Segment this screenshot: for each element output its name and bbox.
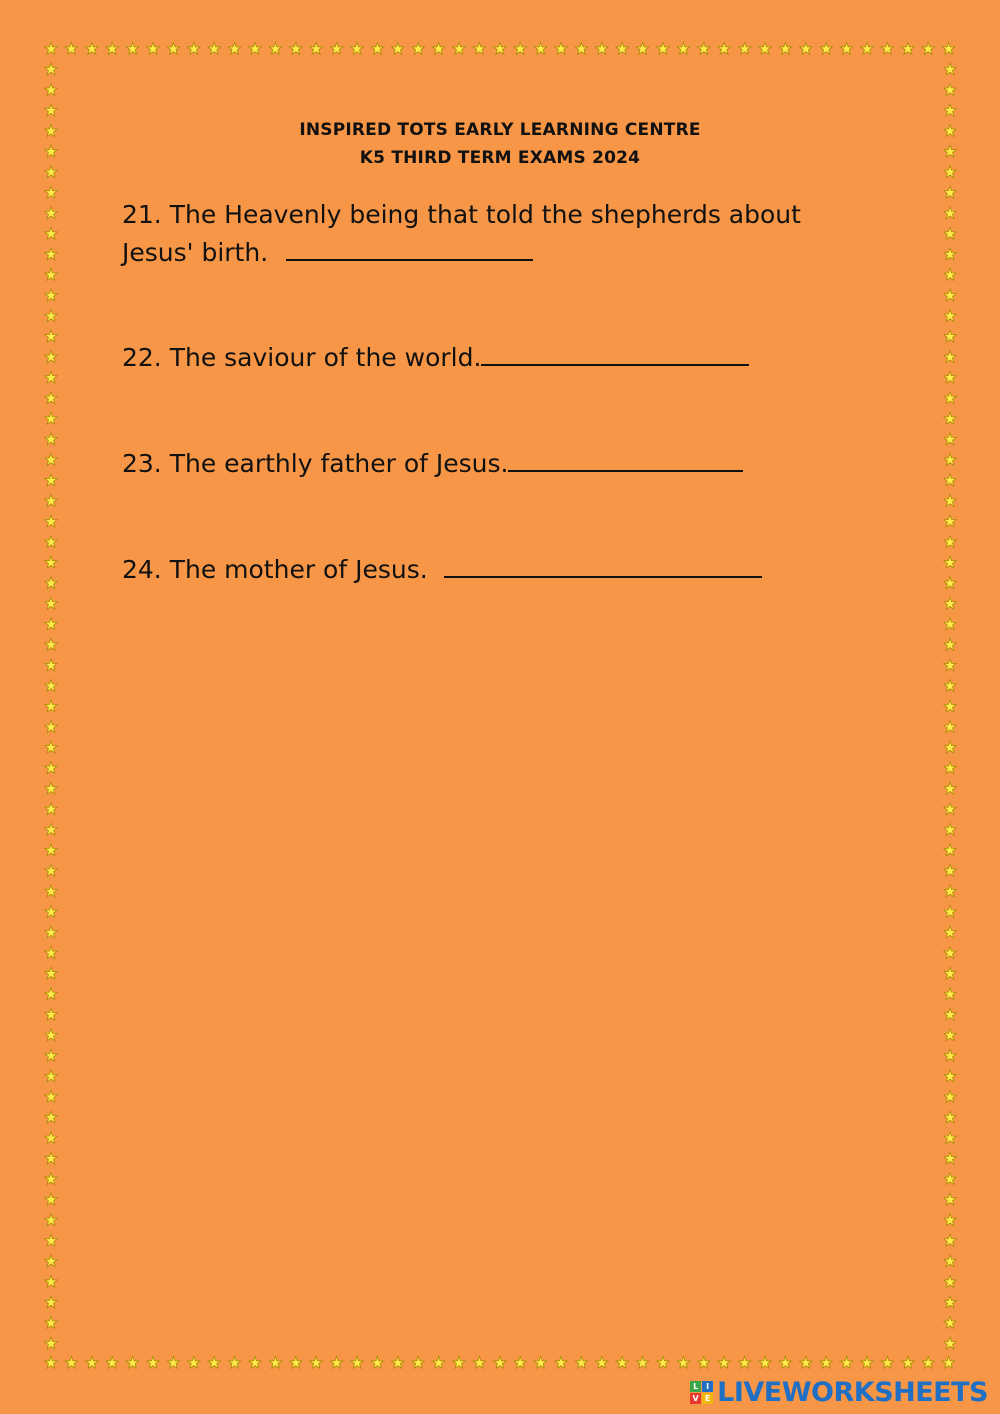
star-icon [45, 1357, 57, 1369]
star-icon [45, 1008, 57, 1020]
liveworksheets-logo[interactable] [690, 1376, 988, 1408]
star-icon [759, 1357, 771, 1369]
star-icon [944, 330, 956, 342]
star-icon [45, 454, 57, 466]
star-icon [45, 1173, 57, 1185]
star-icon [944, 1214, 956, 1226]
star-icon [45, 84, 57, 96]
star-icon [575, 43, 587, 55]
star-icon [228, 1357, 240, 1369]
star-icon [126, 43, 138, 55]
star-icon [944, 495, 956, 507]
star-icon [944, 823, 956, 835]
star-icon [453, 43, 465, 55]
star-icon [45, 1317, 57, 1329]
star-icon [861, 1357, 873, 1369]
star-icon [45, 947, 57, 959]
star-icon [351, 43, 363, 55]
star-icon [45, 906, 57, 918]
star-icon [45, 803, 57, 815]
star-icon [861, 43, 873, 55]
star-icon [45, 269, 57, 281]
star-icon [45, 556, 57, 568]
star-icon [147, 1357, 159, 1369]
star-icon [698, 43, 710, 55]
star-icon [555, 43, 567, 55]
star-icon [45, 1337, 57, 1349]
star-icon [106, 1357, 118, 1369]
star-icon [310, 43, 322, 55]
star-icon [944, 186, 956, 198]
star-icon [944, 392, 956, 404]
star-icon [147, 43, 159, 55]
star-icon [944, 1008, 956, 1020]
star-icon [596, 43, 608, 55]
star-icon [65, 1357, 77, 1369]
star-icon [45, 63, 57, 75]
star-icon [392, 43, 404, 55]
star-icon [944, 310, 956, 322]
star-icon [473, 43, 485, 55]
star-icon [942, 43, 954, 55]
star-icon [208, 1357, 220, 1369]
star-icon [944, 721, 956, 733]
star-icon [944, 885, 956, 897]
star-icon [944, 906, 956, 918]
star-icon [45, 310, 57, 322]
star-icon [45, 1296, 57, 1308]
star-icon [944, 1049, 956, 1061]
star-icon [657, 43, 669, 55]
star-icon [616, 1357, 628, 1369]
star-icon [45, 227, 57, 239]
answer-blank-23[interactable] [508, 446, 743, 472]
star-icon [636, 1357, 648, 1369]
liveworksheets-logo-text: LIVEWORKSHEETS [717, 1376, 988, 1408]
question-21 [122, 196, 801, 272]
star-icon [45, 680, 57, 692]
question-21-line1: 21. The Heavenly being that told the shepherds about [122, 200, 801, 229]
star-icon [677, 43, 689, 55]
star-icon [290, 1357, 302, 1369]
star-icon [944, 1276, 956, 1288]
star-icon [453, 1357, 465, 1369]
star-icon [738, 43, 750, 55]
star-icon [45, 618, 57, 630]
star-icon [759, 43, 771, 55]
star-icon [45, 515, 57, 527]
star-icon [944, 865, 956, 877]
star-icon [269, 1357, 281, 1369]
star-icon [534, 43, 546, 55]
logo-letter-e: E [702, 1393, 713, 1404]
star-icon [698, 1357, 710, 1369]
star-icon [371, 43, 383, 55]
star-icon [45, 1152, 57, 1164]
star-icon [944, 1255, 956, 1267]
star-icon [881, 43, 893, 55]
star-icon [942, 1357, 954, 1369]
question-21-line2: Jesus' birth. [122, 238, 269, 267]
logo-letter-l: L [690, 1381, 701, 1392]
star-icon [944, 248, 956, 260]
star-icon [944, 741, 956, 753]
star-icon [412, 43, 424, 55]
star-icon [944, 515, 956, 527]
star-icon [944, 227, 956, 239]
star-icon [800, 43, 812, 55]
star-icon [902, 1357, 914, 1369]
star-icon [45, 597, 57, 609]
star-icon [944, 1111, 956, 1123]
star-icon [944, 351, 956, 363]
star-icon [820, 1357, 832, 1369]
star-icon [45, 1255, 57, 1267]
star-icon [779, 1357, 791, 1369]
star-icon [208, 43, 220, 55]
star-icon [45, 741, 57, 753]
star-icon [944, 638, 956, 650]
star-icon [45, 1070, 57, 1082]
star-icon [228, 43, 240, 55]
question-22 [122, 339, 749, 377]
logo-letter-i: I [702, 1381, 713, 1392]
star-icon [944, 412, 956, 424]
star-icon [944, 289, 956, 301]
star-icon [616, 43, 628, 55]
star-icon [596, 1357, 608, 1369]
star-icon [45, 412, 57, 424]
star-icon [45, 248, 57, 260]
star-icon [45, 823, 57, 835]
star-icon [45, 1111, 57, 1123]
star-icon [944, 63, 956, 75]
star-icon [45, 988, 57, 1000]
star-icon [45, 844, 57, 856]
star-icon [944, 659, 956, 671]
star-icon [310, 1357, 322, 1369]
star-icon [45, 1029, 57, 1041]
star-icon [106, 43, 118, 55]
star-icon [330, 1357, 342, 1369]
logo-letter-v: V [690, 1393, 701, 1404]
star-icon [944, 782, 956, 794]
star-icon [944, 1317, 956, 1329]
star-icon [944, 474, 956, 486]
question-22-text: 22. The saviour of the world. [122, 343, 482, 372]
star-icon [944, 454, 956, 466]
star-icon [944, 844, 956, 856]
star-icon [494, 43, 506, 55]
star-icon [86, 1357, 98, 1369]
star-icon [188, 1357, 200, 1369]
star-icon [944, 947, 956, 959]
star-icon [944, 556, 956, 568]
star-icon [718, 1357, 730, 1369]
star-icon [45, 721, 57, 733]
star-icon [45, 495, 57, 507]
star-icon [45, 885, 57, 897]
star-icon [45, 1091, 57, 1103]
star-icon [45, 1276, 57, 1288]
star-icon [45, 577, 57, 589]
question-23 [122, 445, 743, 483]
star-icon [944, 371, 956, 383]
star-icon [902, 43, 914, 55]
star-icon [188, 43, 200, 55]
star-icon [86, 43, 98, 55]
star-icon [944, 1152, 956, 1164]
star-icon [677, 1357, 689, 1369]
star-icon [45, 926, 57, 938]
star-icon [290, 43, 302, 55]
star-icon [944, 967, 956, 979]
star-icon [881, 1357, 893, 1369]
star-icon [944, 926, 956, 938]
star-icon [45, 967, 57, 979]
star-icon [45, 474, 57, 486]
star-icon [840, 1357, 852, 1369]
star-icon [412, 1357, 424, 1369]
star-icon [45, 536, 57, 548]
star-icon [636, 43, 648, 55]
star-icon [126, 1357, 138, 1369]
question-24 [122, 551, 762, 589]
star-icon [718, 43, 730, 55]
star-icon [840, 43, 852, 55]
star-icon [514, 43, 526, 55]
star-icon [45, 1049, 57, 1061]
star-icon [944, 1234, 956, 1246]
star-icon [944, 433, 956, 445]
star-icon [944, 577, 956, 589]
star-icon [45, 330, 57, 342]
star-icon [944, 680, 956, 692]
star-icon [45, 433, 57, 445]
star-icon [922, 43, 934, 55]
star-icon [944, 700, 956, 712]
star-icon [944, 207, 956, 219]
star-icon [45, 371, 57, 383]
star-icon [944, 536, 956, 548]
star-icon [45, 865, 57, 877]
star-icon [45, 207, 57, 219]
star-icon [45, 392, 57, 404]
star-icon [432, 43, 444, 55]
star-icon [944, 1337, 956, 1349]
question-24-text: 24. The mother of Jesus. [122, 555, 428, 584]
liveworksheets-logo-icon [690, 1381, 713, 1404]
star-icon [738, 1357, 750, 1369]
star-icon [944, 597, 956, 609]
star-icon [944, 84, 956, 96]
answer-blank-24[interactable] [444, 552, 762, 578]
star-icon [473, 1357, 485, 1369]
star-icon [167, 1357, 179, 1369]
star-icon [330, 43, 342, 55]
star-icon [820, 43, 832, 55]
star-icon [371, 1357, 383, 1369]
star-icon [249, 1357, 261, 1369]
star-icon [944, 1132, 956, 1144]
star-icon [800, 1357, 812, 1369]
question-23-text: 23. The earthly father of Jesus. [122, 449, 509, 478]
star-icon [249, 43, 261, 55]
star-icon [575, 1357, 587, 1369]
star-icon [944, 269, 956, 281]
star-icon [45, 186, 57, 198]
star-icon [494, 1357, 506, 1369]
star-icon [514, 1357, 526, 1369]
star-icon [944, 104, 956, 116]
star-icon [269, 43, 281, 55]
star-icon [657, 1357, 669, 1369]
star-icon [944, 1070, 956, 1082]
star-icon [392, 1357, 404, 1369]
star-icon [45, 700, 57, 712]
star-icon [944, 1296, 956, 1308]
star-icon [45, 1132, 57, 1144]
star-icon [45, 289, 57, 301]
star-icon [45, 762, 57, 774]
star-icon [167, 43, 179, 55]
star-icon [944, 618, 956, 630]
star-icon [944, 1029, 956, 1041]
exam-title: K5 THIRD TERM EXAMS 2024 [359, 148, 641, 168]
star-icon [922, 1357, 934, 1369]
star-icon [45, 104, 57, 116]
star-icon [944, 1091, 956, 1103]
star-icon [45, 1234, 57, 1246]
star-icon [944, 1173, 956, 1185]
star-icon [65, 43, 77, 55]
answer-blank-21[interactable] [286, 235, 533, 261]
star-icon [944, 803, 956, 815]
star-icon [45, 659, 57, 671]
star-icon [45, 351, 57, 363]
star-icon [944, 988, 956, 1000]
star-icon [555, 1357, 567, 1369]
star-icon [534, 1357, 546, 1369]
star-icon [45, 1214, 57, 1226]
star-icon [45, 1193, 57, 1205]
star-icon [45, 782, 57, 794]
star-icon [45, 43, 57, 55]
star-icon [944, 1193, 956, 1205]
answer-blank-22[interactable] [481, 340, 749, 366]
star-icon [779, 43, 791, 55]
school-name: INSPIRED TOTS EARLY LEARNING CENTRE [299, 120, 701, 140]
star-icon [351, 1357, 363, 1369]
star-icon [45, 638, 57, 650]
star-icon [432, 1357, 444, 1369]
star-icon [944, 762, 956, 774]
